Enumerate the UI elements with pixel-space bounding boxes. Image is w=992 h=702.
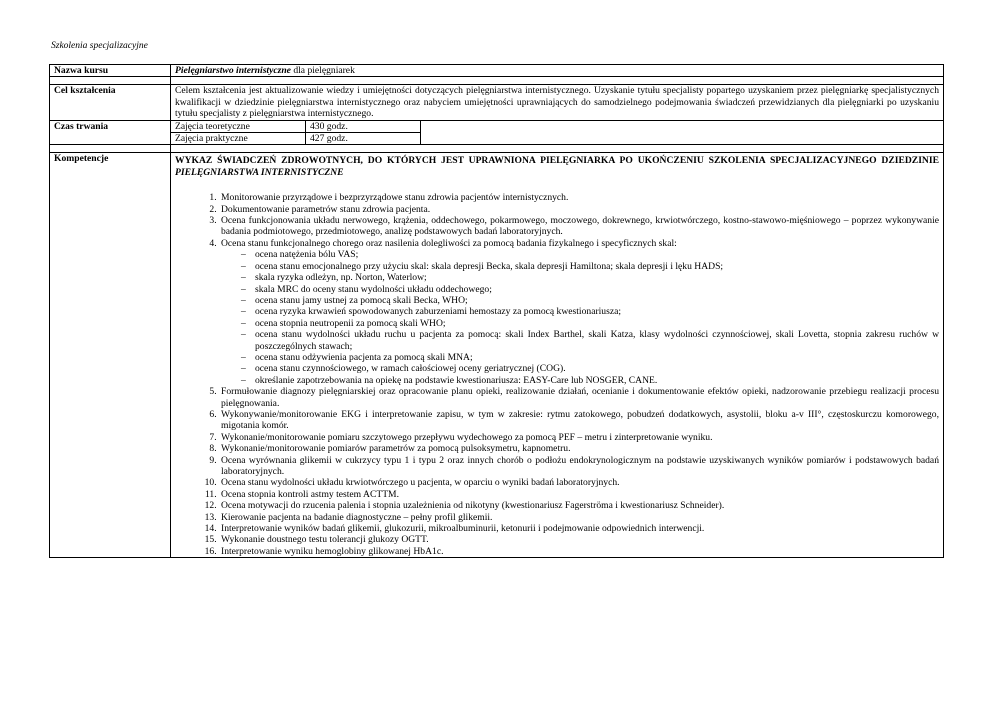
competence-item-text: Wykonanie doustnego testu tolerancji glukozy OGTT. [221, 534, 429, 546]
competence-item-text: Dokumentowanie parametrów stanu zdrowia pacjenta. [221, 203, 431, 215]
duration-practice-label: Zajęcia praktyczne [171, 133, 306, 145]
competence-item [219, 204, 939, 215]
competence-item [219, 534, 939, 545]
course-name-row [50, 65, 944, 77]
competence-item [219, 409, 939, 432]
competence-item-text: Monitorowanie przyrządowe i bezprzyrządowe stanu zdrowia pacjentów internistycznych. [221, 192, 569, 204]
competence-subitem-text: określanie zapotrzebowania na opiekę na podstawie kwestionariusza: EASY-Care lub NOSGER, CANE. [255, 374, 658, 386]
competence-subitem [241, 261, 939, 272]
competence-subitem [241, 318, 939, 329]
competence-item-text: Kierowanie pacjenta na badanie diagnostyczne – pełny profil glikemii. [221, 511, 493, 523]
competence-subitem [241, 295, 939, 306]
competence-subitem-text: skala MRC do oceny stanu wydolności układu oddechowego; [255, 283, 492, 295]
dash-marker: – [241, 351, 246, 363]
goal-label: Cel kształcenia [50, 85, 171, 120]
competence-item [219, 455, 939, 478]
competence-item-text: Wykonanie/monitorowanie pomiarów parametrów za pomocą pulsoksymetru, kapnometru. [221, 443, 571, 455]
competence-subitem-text: ocena stanu czynnościowego, w ramach całościowej oceny geriatrycznej (COG). [255, 363, 566, 375]
competences-row [50, 153, 944, 558]
competence-subitem-text: ocena stanu jamy ustnej za pomocą skali Becka, WHO; [255, 294, 468, 306]
competence-subitem-text: ocena stanu emocjonalnego przy użyciu skal: skala depresji Becka, skala depresji Hamiltona; skala depresji i lęku HADS; [255, 260, 724, 272]
duration-row [50, 120, 944, 145]
duration-label: Czas trwania [50, 120, 171, 145]
course-name-label: Nazwa kursu [50, 65, 171, 77]
goal-row [50, 85, 944, 120]
competence-subitem [241, 329, 939, 352]
competence-item-text: Ocena motywacji do rzucenia palenia i stopnia uzależnienia od nikotyny (kwestionariusz Fagerströma i kwestionariusz Schneider). [221, 500, 725, 512]
competence-item [219, 477, 939, 488]
competence-item-text: Ocena funkcjonowania układu nerwowego, krążenia, oddechowego, pokarmowego, moczowego, dokrewnego, krwiotwórczego, kostno-stawowo-mięśniowego – poprzez wykonywanie badania podmiotowego, przedmiotowego, analizę podstawowych badań laboratoryjnych. [221, 215, 939, 238]
competence-item [219, 432, 939, 443]
dash-marker: – [241, 272, 246, 284]
competence-item-text: Wykonywanie/monitorowanie EKG i interpretowanie zapisu, w tym w zakresie: rytmu zatokowego, pobudzeń dodatkowych, asystolii, bloku a-v III°, częstoskurczu komorowego, migotania komór. [221, 408, 939, 432]
course-table [49, 64, 944, 558]
goal-text: Celem kształcenia jest aktualizowanie wiedzy i umiejętności dotyczących pielęgniarstwa internistycznego. Uzyskanie tytułu specjalisty popartego uzyskaniem przez pielęgniarkę specjalistycznych kwalifikacji w dziedzinie pielęgniarstwa internistycznego oraz nabyciem umiejętności uprawniających do samodzielnego podejmowania świadczeń przewidzianych dla pielęgniarki po uzyskaniu tytułu specjalisty z pielęgniarstwa internistycznego. [171, 85, 944, 120]
dash-marker: – [241, 283, 246, 295]
competences-list [175, 192, 939, 557]
duration-practice-hours: 427 godz. [306, 133, 421, 145]
competence-item-text: Formułowanie diagnozy pielęgniarskiej oraz opracowanie planu opieki, realizowanie działań, ocenianie i dokumentowanie efektów opieki, nadzorowanie przebiegu realizacji procesu pielęgnowania. [221, 386, 939, 409]
competence-item [219, 443, 939, 454]
competence-sublist [221, 249, 939, 386]
competence-item [219, 238, 939, 386]
dash-marker: – [241, 249, 246, 261]
dash-marker: – [241, 363, 246, 375]
course-name-italic: Pielęgniarstwo internistyczne [175, 65, 291, 76]
competence-item [219, 192, 939, 203]
competence-subitem [241, 363, 939, 374]
duration-table [171, 121, 421, 145]
competence-item [219, 500, 939, 511]
dash-marker: – [241, 317, 246, 329]
competence-item [219, 489, 939, 500]
competences-label: Kompetencje [50, 153, 171, 558]
duration-practice-row [171, 133, 421, 145]
duration-theory-hours: 430 godz. [306, 121, 421, 133]
competence-item [219, 546, 939, 557]
competence-subitem-text: ocena stopnia neutropenii za pomocą skali WHO; [255, 317, 446, 329]
competence-item [219, 386, 939, 409]
competences-title [175, 155, 939, 178]
competence-item-text: Interpretowanie wyniku hemoglobiny glikowanej HbA1c. [221, 545, 444, 557]
competence-item [219, 523, 939, 534]
competence-item-text: Ocena wyrównania glikemii w cukrzycy typu 1 i typu 2 oraz innych chorób o podłożu endokrynologicznym na podstawie uzyskiwanych wyników pomiarów i podstawowych badań laboratoryjnych. [221, 454, 939, 477]
dash-marker: – [241, 329, 246, 341]
competence-subitem [241, 306, 939, 317]
competences-content [171, 153, 944, 558]
duration-theory-row [171, 121, 421, 133]
competence-subitem-text: skala ryzyka odleżyn, np. Norton, Waterlow; [255, 272, 427, 284]
competence-subitem [241, 272, 939, 283]
competences-title-italic: PIELĘGNIARSTWA INTERNISTYCZNE [175, 166, 344, 178]
duration-value [171, 120, 944, 145]
course-name-value [171, 65, 944, 77]
page-header: Szkolenia specjalizacyjne [51, 41, 148, 51]
competence-subitem [241, 284, 939, 295]
competence-item-text: Ocena stanu wydolności układu krwiotwórczego u pacjenta, w oparciu o wyniki badań laboratoryjnych. [221, 477, 620, 489]
competence-item-text: Wykonanie/monitorowanie pomiaru szczytowego przepływu wydechowego za pomocą PEF – metru i zinterpretowanie wyniku. [221, 431, 713, 443]
competence-item-text: Ocena stopnia kontroli astmy testem ACTTM. [221, 488, 399, 500]
competence-subitem [241, 352, 939, 363]
dash-marker: – [241, 260, 246, 272]
competence-subitem [241, 375, 939, 386]
spacer-row [50, 77, 944, 85]
competence-item [219, 215, 939, 238]
competence-subitem [241, 249, 939, 260]
competence-subitem-text: ocena stanu odżywienia pacjenta za pomocą skali MNA; [255, 351, 473, 363]
course-name-rest: dla pielęgniarek [290, 65, 355, 76]
competences-title-text: WYKAZ ŚWIADCZEŃ ZDROWOTNYCH, DO KTÓRYCH JEST UPRAWNIONA PIELĘGNIARKA PO UKOŃCZENIU SZKOLENIA SPECJALIZACYJNEGO DZIEDZINIE [175, 155, 939, 167]
dash-marker: – [241, 306, 246, 318]
competence-subitem-text: ocena stanu wydolności układu ruchu u pacjenta za pomocą: skali Index Barthel, skali Katza, klasy wydolności czynnościowej, skali Lovetta, stopnia zakresu ruchów w poszczególnych stawach; [255, 329, 939, 352]
competence-subitem-text: ocena natężenia bólu VAS; [255, 249, 359, 261]
duration-theory-label: Zajęcia teoretyczne [171, 121, 306, 133]
competence-item-text: Ocena stanu funkcjonalnego chorego oraz nasilenia dolegliwości za pomocą badania fizykalnego i specyficznych skal: [221, 237, 677, 249]
spacer-row [50, 145, 944, 153]
competence-item [219, 512, 939, 523]
competence-subitem-text: ocena ryzyka krwawień spowodowanych zaburzeniami hemostazy za pomocą kwestionariusza; [255, 306, 622, 318]
competence-item-text: Interpretowanie wyników badań glikemii, glukozurii, mikroalbuminurii, ketonurii i podejmowanie odpowiednich interwencji. [221, 523, 705, 535]
dash-marker: – [241, 294, 246, 306]
dash-marker: – [241, 374, 246, 386]
